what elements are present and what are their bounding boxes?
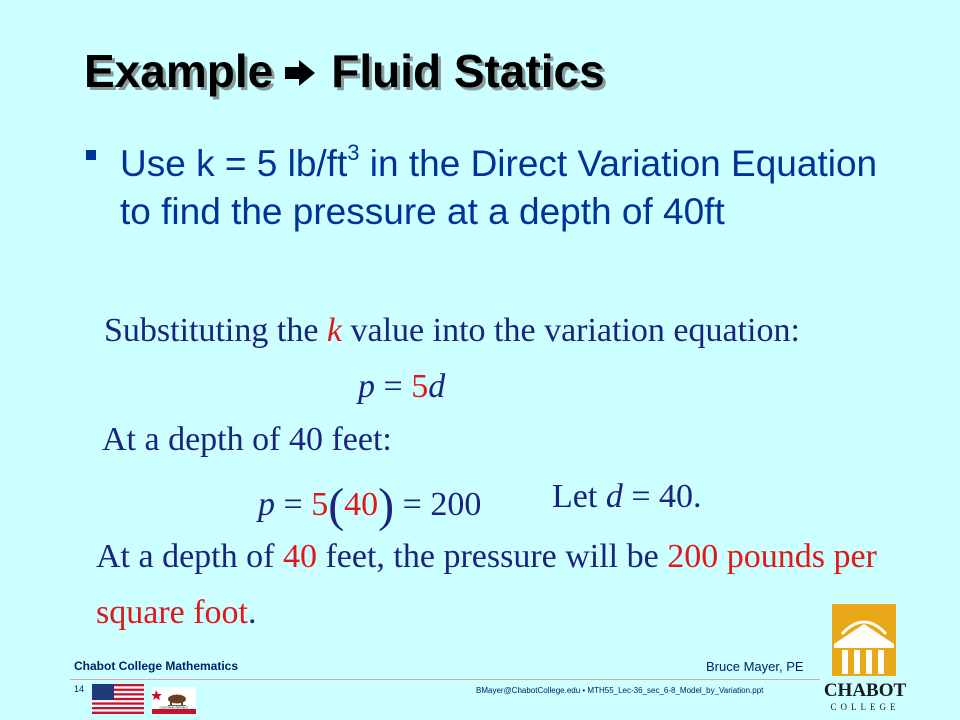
result-200: = 200 — [394, 486, 482, 523]
let-d-note — [552, 478, 702, 516]
work-line-depth: At a depth of 40 feet: — [102, 421, 392, 458]
flag-ca-text: CALIFORNIA REPUBLIC — [159, 706, 189, 710]
right-arrow-icon — [283, 45, 317, 99]
var-d: d — [605, 478, 623, 515]
bullet-superscript: 3 — [347, 140, 360, 165]
var-k: k — [326, 312, 343, 349]
work-line1-text: Substituting the — [104, 312, 327, 349]
let-text: Let — [552, 478, 606, 515]
bullet-text-part2: in the Direct Variation Equation to find the pressure at a depth of 40ft — [120, 143, 878, 232]
value-40: 40 — [344, 486, 379, 523]
footer-college: Chabot College Mathematics — [74, 659, 239, 673]
conclusion-line1 — [96, 538, 877, 576]
equation-evaluate — [258, 478, 481, 533]
footer-divider — [70, 679, 820, 680]
depth-40: 40 — [282, 538, 317, 575]
bullet-text — [120, 140, 880, 236]
square-bullet-icon — [86, 150, 96, 160]
footer-file: BMayer@ChabotCollege.edu • MTH55_Lec-36_sec_6-8_Model_by_Variation.ppt — [476, 686, 764, 695]
california-flag-icon — [152, 687, 196, 714]
work-line-substitute — [104, 312, 800, 350]
pressure-200: 200 pounds per — [667, 538, 877, 575]
conclusion-text-mid: feet, the pressure will be — [316, 538, 668, 575]
var-p: p — [358, 368, 375, 405]
slide-title — [84, 44, 605, 105]
us-flag-icon — [92, 684, 144, 714]
period: . — [248, 594, 257, 631]
chabot-college-logo — [822, 604, 908, 716]
var-p: p — [258, 486, 275, 523]
logo-word-chabot: CHABOT — [823, 680, 907, 701]
eq-sign: = — [275, 486, 312, 523]
bullet-text-part1: Use k = 5 lb/ft — [120, 143, 348, 184]
unit-square-foot: square foot — [96, 594, 249, 631]
page-number: 14 — [74, 684, 85, 694]
logo-word-college: COLLEGE — [830, 702, 900, 712]
work-line1-text-end: value into the variation equation: — [342, 312, 800, 349]
title-topic: Fluid Statics — [331, 45, 605, 97]
equation-p-equals-5d — [358, 368, 445, 406]
close-paren: ) — [378, 479, 395, 532]
conclusion-text: At a depth of — [96, 538, 283, 575]
coef-5: 5 — [411, 368, 429, 405]
title-word-example: Example — [84, 45, 274, 97]
open-paren: ( — [328, 479, 345, 532]
var-d: d — [428, 368, 446, 405]
footer-author: Bruce Mayer, PE — [706, 659, 804, 674]
coef-5: 5 — [311, 486, 329, 523]
eq-sign: = — [375, 368, 412, 405]
conclusion-line2 — [96, 594, 257, 632]
let-value: = 40. — [622, 478, 702, 515]
